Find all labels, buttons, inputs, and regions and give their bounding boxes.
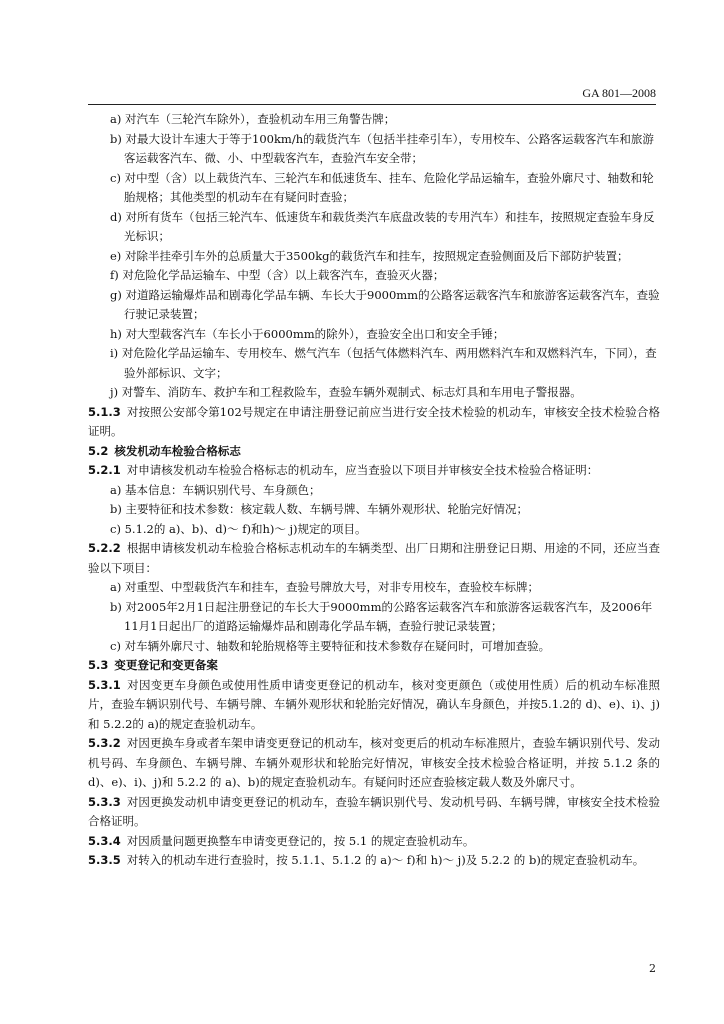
clause-5-2-2 [88,539,660,578]
clause-number: 5.3.3 [88,794,121,809]
list-marker: f) [110,268,123,282]
section-number: 5.2 [88,443,109,458]
list-marker: a) [110,580,125,594]
standard-code: GA 801—2008 [582,86,656,100]
clause-text: 对因质量问题更换整车申请变更登记的，按 5.1 的规定查验机动车。 [126,833,475,848]
page-number: 2 [649,962,656,975]
clause-5-3-2 [88,734,660,793]
clause-text: 对按照公安部令第102号规定在申请注册登记前应当进行安全技术检验的机动车，审核安全技术检验合格证明。 [88,404,660,438]
list-text: 对危险化学品运输车、中型（含）以上载客汽车，查验灭火器； [122,268,445,282]
list-item [88,500,660,520]
header-rule [88,104,656,105]
list-text: 对重型、中型载货汽车和挂车，查验号牌放大号，对非专用校车，查验校车标牌； [125,580,539,594]
clause-text: 对因变更车身颜色或使用性质申请变更登记的机动车，核对变更颜色（或使用性质）后的机动车标准照片，查验车辆识别代号、车辆号牌、车辆外观形状和轮胎完好情况，确认车身颜色，并按5.1.2的 d)、e)、i)、j)和 5.2.2的 a)的规定查验机动车。 [88,677,660,731]
clause-text: 对申请核发机动车检验合格标志的机动车，应当查验以下项目并审核安全技术检验合格证明： [126,463,599,477]
clause-number: 5.3.5 [88,853,121,867]
list-item [88,130,660,169]
clause-5-3-3 [88,793,660,832]
clause-number: 5.2.2 [88,541,121,555]
list-marker: b) [110,131,126,146]
clause-number: 5.1.3 [88,404,121,419]
clause-text: 对因更换发动机申请变更登记的机动车，查验车辆识别代号、发动机号码、车辆号牌，审核安全技术检验合格证明。 [88,794,660,828]
list-marker: b) [110,502,126,516]
clause-5-1-3 [88,403,660,442]
list-text: 主要特征和技术参数：核定载人数、车辆号牌、车辆外观形状、轮胎完好情况； [125,502,529,516]
section-number: 5.3 [88,658,109,672]
section-5-3-heading [88,656,660,676]
list-text: 对警车、消防车、救护车和工程救险车，查验车辆外观制式、标志灯具和车用电子警报器。 [121,385,582,399]
list-item [88,247,660,267]
list-text: 对道路运输爆炸品和剧毒化学品车辆、车长大于9000mm的公路客运载客汽车和旅游客运载客汽车，查验行驶记录装置； [124,287,660,321]
list-marker: d) [110,209,126,224]
list-text: 对危险化学品运输车、专用校车、燃气汽车（包括气体燃料汽车、两用燃料汽车和双燃料汽车，下同），查验外部标识、文字； [121,346,657,380]
list-items-5-2-2 [88,578,660,656]
list-marker: c) [110,170,125,185]
list-text: 基本信息：车辆识别代号、车身颜色； [125,482,321,497]
list-item [88,598,660,637]
list-text: 对车辆外廓尺寸、轴数和轮胎规格等主要特征和技术参数存在疑问时，可增加查验。 [124,638,551,653]
clause-text: 对转入的机动车进行查验时，按 5.1.1、5.1.2 的 a)～ f)和 h)～ j)及 5.2.2 的 b)的规定查验机动车。 [126,853,645,867]
list-text: 对所有货车（包括三轮汽车、低速货车和载货类汽车底盘改装的专用汽车）和挂车，按照规定查验车身反光标识； [124,209,655,243]
list-marker: c) [110,521,125,536]
clause-5-2-1 [88,461,660,481]
section-5-2-heading [88,442,660,462]
list-item [88,481,660,501]
section-title: 核发机动车检验合格标志 [114,443,241,458]
list-item [88,383,660,403]
list-text: 对大型载客汽车（车长小于6000mm的除外），查验安全出口和安全手锤； [125,326,505,341]
section-title: 变更登记和变更备案 [114,658,218,672]
list-item [88,110,660,130]
list-marker: c) [110,638,125,653]
document-body [88,110,660,871]
list-item [88,266,660,286]
list-item [88,325,660,345]
list-text: 对除半挂牵引车外的总质量大于3500kg的载货汽车和挂车，按照规定查验侧面及后下部防护装置； [124,248,629,263]
list-text: 5.1.2的 a)、b)、d)～ f)和h)～ j)规定的项目。 [124,521,367,536]
list-marker: j) [110,385,122,399]
list-text: 对中型（含）以上载货汽车、三轮汽车和低速货车、挂车、危险化学品运输车，查验外廓尺寸、轴数和轮胎规格；其他类型的机动车在有疑问时查验； [124,170,654,204]
clause-5-3-5 [88,851,660,871]
clause-text: 根据申请核发机动车检验合格标志机动车的车辆类型、出厂日期和注册登记日期、用途的不同，还应当查验以下项目： [88,541,660,575]
list-items-5-1-2 [88,110,660,403]
list-marker: a) [110,482,125,497]
list-marker: b) [110,599,126,614]
list-item [88,208,660,247]
list-item [88,169,660,208]
list-marker: g) [110,287,126,302]
list-items-5-2-1 [88,481,660,540]
clause-number: 5.3.2 [88,736,121,750]
list-marker: e) [110,248,125,263]
list-marker: h) [110,326,126,341]
list-item [88,520,660,540]
list-item [88,637,660,657]
clause-text: 对因更换车身或者车架申请变更登记的机动车，核对变更后的机动车标准照片，查验车辆识别代号、发动机号码、车身颜色、车辆号牌、车辆外观形状和轮胎完好情况，审核安全技术检验合格证明，并按 5.1.2 条的 d)、e)、i)、j)和 5.2.2 的 a)、b)的规定查验机动车。有疑问时还应查验核定载人数及外廓尺寸。 [88,736,660,789]
list-marker: a) [110,112,125,126]
clause-number: 5.3.4 [88,833,121,848]
list-item [88,286,660,325]
list-text: 对最大设计车速大于等于100km/h的载货汽车（包括半挂牵引车），专用校车、公路客运载客汽车和旅游客运载客汽车、微、小、中型载客汽车，查验汽车安全带； [124,131,654,165]
clause-5-3-1 [88,676,660,735]
list-text: 对汽车（三轮汽车除外），查验机动车用三角警告牌； [125,112,396,126]
clause-5-3-4 [88,832,660,852]
list-text: 对2005年2月1日起注册登记的车长大于9000mm的公路客运载客汽车和旅游客运载客汽车，及2006年11月1日起出厂的道路运输爆炸品和剧毒化学品车辆，查验行驶记录装置； [124,599,653,633]
list-marker: i) [110,346,122,360]
list-item [88,344,660,383]
list-item [88,578,660,598]
clause-number: 5.2.1 [88,463,121,477]
clause-number: 5.3.1 [88,677,121,692]
